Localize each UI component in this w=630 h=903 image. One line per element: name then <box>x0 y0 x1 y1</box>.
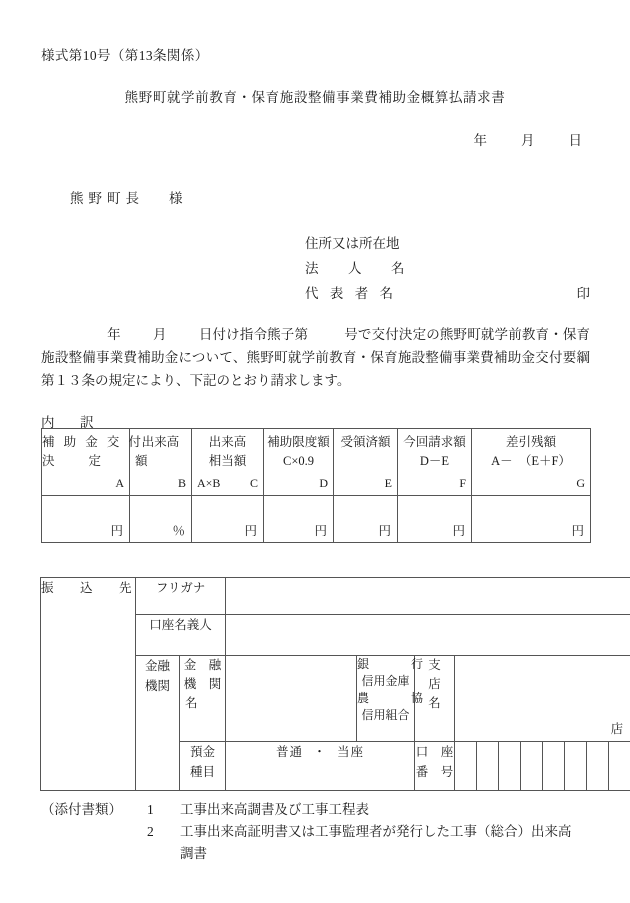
header-line1: 出来高 <box>208 435 247 449</box>
deposit-type-current[interactable]: 当座 <box>337 745 365 759</box>
institution-type-nokyo: 農 協 <box>357 691 430 705</box>
attachment-number: 1 <box>147 802 154 817</box>
deposit-type-separator: ・ <box>313 745 327 759</box>
breakdown-value-cell-d[interactable] <box>264 496 334 543</box>
account-holder-label: 口座名義人 <box>149 618 212 632</box>
institution-name-label-line2: 機 関 <box>183 677 222 691</box>
account-number-cell[interactable] <box>499 742 521 791</box>
attachment-text-continuation: 調書 <box>180 846 207 861</box>
date-day-label: 日 <box>568 133 582 148</box>
date-year-label: 年 <box>473 133 487 148</box>
institution-type-cell[interactable] <box>357 656 430 742</box>
header-line2: A－ （E＋F） <box>491 454 571 468</box>
attachment-number: 2 <box>147 824 154 839</box>
unit-label: ％ <box>172 524 185 538</box>
breakdown-header-cell <box>334 429 398 496</box>
header-code: C <box>249 476 258 490</box>
header-line1: 今回請求額 <box>403 435 466 449</box>
header-code: D <box>319 476 328 490</box>
header-code-left: A×B <box>197 476 221 490</box>
document-title: 熊野町就学前教育・保育施設整備事業費補助金概算払請求書 <box>124 90 506 105</box>
attachment-text: 工事出来高証明書又は工事監理者が発行した工事（総合）出来高 <box>180 824 572 839</box>
breakdown-value-cell-g[interactable] <box>472 496 591 543</box>
branch-label-line3: 名 <box>428 696 441 710</box>
furigana-label: フリガナ <box>155 581 206 595</box>
account-number-cell[interactable] <box>477 742 499 791</box>
unit-label: 円 <box>314 524 327 538</box>
unit-label: 円 <box>378 524 391 538</box>
unit-label: 円 <box>571 524 584 538</box>
body-line2: 保育施設整備事業費補助金について、熊野町就学前教育・保育施設整備事業費補助 <box>41 327 591 365</box>
applicant-corporation-label: 法 人 名 <box>305 261 413 276</box>
deposit-type-label-line1: 預金 <box>190 745 216 759</box>
breakdown-section-label: 内 訳 <box>41 415 100 430</box>
header-line1: 補助限度額 <box>267 435 330 449</box>
account-number-cell[interactable] <box>521 742 543 791</box>
attachment-item <box>41 799 590 821</box>
header-line1: 差引残額 <box>505 435 556 449</box>
institution-label-cell <box>136 656 180 791</box>
addressee-honorific: 様 <box>169 191 183 206</box>
account-number-cell[interactable] <box>543 742 565 791</box>
institution-name-label-line3: 名 <box>185 696 198 710</box>
body-paragraph <box>41 323 590 392</box>
institution-type-shinkin: 信用金庫 <box>361 674 410 688</box>
header-line1: 受領済額 <box>340 435 391 449</box>
breakdown-header-cell <box>398 429 472 496</box>
breakdown-value-cell-c[interactable] <box>192 496 264 543</box>
account-number-label-cell <box>415 742 455 791</box>
unit-label: 円 <box>452 524 465 538</box>
attachment-item <box>41 821 590 843</box>
applicant-address-row <box>305 231 590 256</box>
header-code: B <box>177 476 186 490</box>
bank-row-label-cell <box>41 578 139 791</box>
account-holder-label-cell <box>136 615 226 656</box>
header-code: A <box>115 476 124 490</box>
unit-label: 円 <box>110 524 123 538</box>
account-number-cell[interactable] <box>455 742 477 791</box>
breakdown-header-cell <box>192 429 264 496</box>
branch-suffix-label: 店 <box>610 722 624 736</box>
branch-label-cell <box>415 656 455 742</box>
seal-mark: 印 <box>576 286 590 301</box>
date-month-label: 月 <box>521 133 535 148</box>
attachments-section <box>41 799 590 865</box>
header-line1: 補 助 金 交 付 <box>42 435 145 449</box>
header-line1: 出来高 <box>141 435 180 449</box>
breakdown-value-cell-e[interactable] <box>334 496 398 543</box>
header-code: F <box>459 476 466 490</box>
breakdown-header-row <box>42 429 591 496</box>
applicant-block <box>305 231 590 306</box>
institution-name-value-cell[interactable] <box>226 656 357 742</box>
account-number-label-line2: 番 号 <box>415 765 454 779</box>
branch-label-line2: 店 <box>428 677 441 691</box>
breakdown-table <box>41 428 591 543</box>
applicant-representative-row <box>305 281 590 306</box>
body-line3: 金交付要綱第１３条の規定により、下記のとおり請求します。 <box>41 350 590 388</box>
account-number-cell[interactable] <box>587 742 609 791</box>
furigana-label-cell <box>136 578 226 615</box>
institution-type-bank: 銀 行 <box>357 657 430 671</box>
addressee <box>70 187 183 207</box>
date-line <box>474 129 583 149</box>
deposit-type-label-cell <box>180 742 226 791</box>
deposit-type-label-line2: 種目 <box>190 765 216 779</box>
addressee-name: 熊野町長 <box>70 191 144 206</box>
branch-name-value-cell[interactable] <box>455 656 630 742</box>
breakdown-header-cell <box>264 429 334 496</box>
bank-row-label: 振 込 先 <box>41 581 139 595</box>
header-code: G <box>576 476 585 490</box>
bank-transfer-table <box>40 577 630 791</box>
applicant-corporation-row <box>305 256 590 281</box>
header-line2: 決 定 額 <box>42 454 151 468</box>
institution-type-shinkumi: 信用組合 <box>361 708 410 722</box>
deposit-type-options-cell[interactable] <box>226 742 415 791</box>
institution-name-label-cell <box>180 656 226 742</box>
breakdown-value-cell-f[interactable] <box>398 496 472 543</box>
header-line2: C×0.9 <box>282 454 314 468</box>
body-month-label: 月 <box>152 327 167 342</box>
breakdown-header-cell <box>42 429 151 496</box>
branch-label-line1: 支 <box>428 658 441 672</box>
account-number-label-line1: 口 座 <box>415 745 454 759</box>
breakdown-value-cell-b[interactable] <box>130 496 192 543</box>
breakdown-header-cell <box>130 429 192 496</box>
applicant-representative-label: 代 表 者 名 <box>305 286 398 301</box>
breakdown-value-cell-a[interactable] <box>42 496 130 543</box>
institution-label-line1: 金融 <box>144 659 170 673</box>
form-number: 様式第10号（第13条関係） <box>41 48 209 63</box>
furigana-value-cell[interactable] <box>226 578 630 615</box>
attachments-label: （添付書類） <box>41 802 122 817</box>
applicant-address-label: 住所又は所在地 <box>305 236 400 251</box>
attachment-text: 工事出来高調書及び工事工程表 <box>180 802 369 817</box>
header-code: E <box>384 476 392 490</box>
body-order-label: 日付け指令熊子第 <box>198 327 309 342</box>
body-line1-tail: 号で交付決定の熊野町就学前教育・ <box>344 327 563 342</box>
unit-label: 円 <box>244 524 257 538</box>
institution-label-line2: 機関 <box>144 679 170 693</box>
furigana-row <box>41 578 630 615</box>
header-line2: 相当額 <box>208 454 247 468</box>
institution-name-label-line1: 金 融 <box>183 658 222 672</box>
account-number-cell[interactable] <box>565 742 587 791</box>
deposit-type-ordinary[interactable]: 普通 <box>276 745 304 759</box>
account-holder-value-cell[interactable] <box>226 615 630 656</box>
header-line2: D－E <box>419 454 450 468</box>
breakdown-value-row <box>42 496 591 543</box>
breakdown-header-cell <box>472 429 591 496</box>
account-number-cell[interactable] <box>609 742 630 791</box>
body-year-label: 年 <box>107 327 121 342</box>
